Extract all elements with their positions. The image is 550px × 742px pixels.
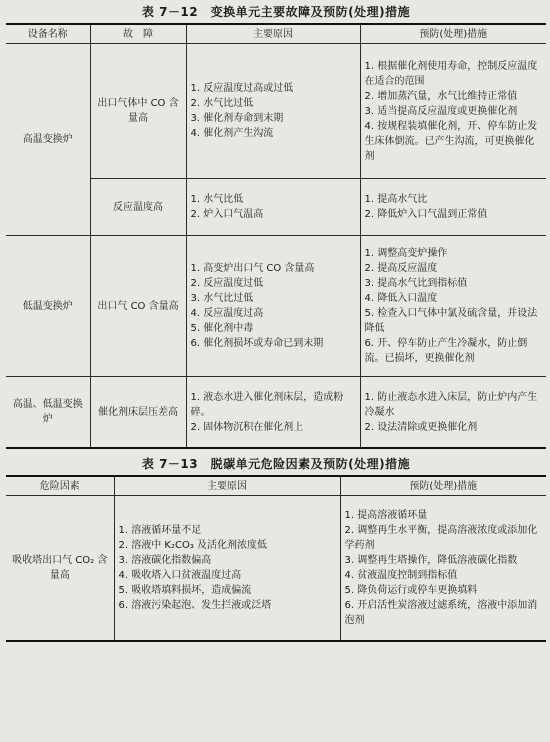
header-equipment: 设备名称: [6, 24, 90, 44]
list-item: 5. 吸收塔填料损坏，造成偏流: [118, 585, 252, 596]
table-row: [6, 377, 546, 449]
list-item: 4. 贫液温度控制到指标值: [344, 570, 458, 581]
list-item: 1. 防止液态水进入床层，防止炉内产生冷凝水: [364, 391, 538, 418]
measure-cell: [360, 377, 546, 449]
table2-decarbonization-hazards: [6, 475, 546, 642]
list-item: 1. 水气比低: [190, 194, 244, 205]
list-item: 1. 溶液循环量不足: [118, 525, 202, 536]
fault-cell: 出口气 CO 含量高: [90, 236, 186, 377]
list-item: 2. 提高反应温度: [364, 263, 438, 274]
header-measure: 预防(处理)措施: [340, 476, 546, 496]
measure-cell: [340, 496, 546, 642]
equipment-cell: 低温变换炉: [6, 236, 90, 377]
list-item: 4. 降低入口温度: [364, 293, 438, 304]
list-item: 4. 反应温度过高: [190, 308, 264, 319]
fault-cell: 反应温度高: [90, 179, 186, 236]
fault-cell: 出口气体中 CO 含量高: [90, 44, 186, 179]
header-fault: 故 障: [90, 24, 186, 44]
header-cause: 主要原因: [114, 476, 340, 496]
list-item: 1. 反应温度过高或过低: [190, 83, 294, 94]
list-item: 1. 根据催化剂使用寿命，控制反应温度在适合的范围: [364, 60, 538, 87]
cause-cell: [186, 44, 360, 179]
cause-cell: [186, 377, 360, 449]
equipment-cell: 高温变换炉: [6, 44, 90, 236]
list-item: 1. 液态水进入催化剂床层，造成粉碎。: [190, 391, 344, 418]
list-item: 3. 调整再生塔操作，降低溶液碳化指数: [344, 555, 518, 566]
list-item: 1. 调整高变炉操作: [364, 248, 448, 259]
list-item: 6. 开启活性炭溶液过滤系统，溶液中添加消泡剂: [344, 600, 538, 626]
list-item: 2. 调整再生水平衡，提高溶液浓度或添加化学药剂: [344, 525, 538, 551]
list-item: 6. 溶液污染起泡、发生拦液或泛塔: [118, 600, 272, 611]
measure-cell: [360, 44, 546, 179]
list-item: 4. 催化剂产生沟流: [190, 128, 274, 139]
list-item: 1. 提高溶液循环量: [344, 510, 428, 521]
list-item: 4. 按规程装填催化剂，开、停车防止发生床体倒流。已产生沟流，可更换催化剂: [364, 120, 538, 162]
page: [0, 3, 550, 742]
cause-cell: [186, 236, 360, 377]
cause-cell: [114, 496, 340, 642]
table-row: [6, 496, 546, 642]
list-item: 1. 提高水气比: [364, 194, 428, 205]
table1-shift-unit-faults: [6, 23, 546, 449]
list-item: 2. 增加蒸汽量，水气比维持正常值: [364, 90, 518, 102]
list-item: 4. 吸收塔入口贫液温度过高: [118, 570, 242, 581]
list-item: 5. 检查入口气体中氯及硫含量，并设法降低: [364, 308, 538, 334]
list-item: 2. 固体物沉积在催化剂上: [190, 421, 304, 433]
list-item: 2. 炉入口气温高: [190, 209, 264, 220]
table-row: [6, 44, 546, 179]
list-item: 6. 开、停车防止产生冷凝水，防止倒流。已损坏，更换催化剂: [364, 338, 528, 364]
list-item: 2. 设法清除或更换催化剂: [364, 421, 478, 433]
table-row: [6, 236, 546, 377]
table2-title: 表 7－13 脱碳单元危险因素及预防(处理)措施: [141, 457, 411, 471]
list-item: 1. 高变炉出口气 CO 含量高: [190, 263, 315, 274]
cause-cell: [186, 179, 360, 236]
measure-cell: [360, 179, 546, 236]
list-item: 3. 催化剂寿命到末期: [190, 113, 284, 124]
list-item: 5. 降负荷运行或停车更换填料: [344, 585, 478, 596]
list-item: 2. 反应温度过低: [190, 278, 264, 289]
list-item: 6. 催化剂损坏或寿命已到末期: [190, 338, 324, 349]
list-item: 2. 溶液中 K₂CO₃ 及活化剂浓度低: [118, 540, 268, 551]
table1-header-row: [6, 24, 546, 44]
table2-header-row: [6, 476, 546, 496]
list-item: 3. 适当提高反应温度或更换催化剂: [364, 105, 518, 117]
list-item: 2. 水气比过低: [190, 98, 254, 109]
list-item: 5. 催化剂中毒: [190, 323, 254, 334]
list-item: 3. 提高水气比到指标值: [364, 278, 468, 289]
table1-title: 表 7－12 变换单元主要故障及预防(处理)措施: [141, 5, 411, 19]
list-item: 3. 溶液碳化指数偏高: [118, 555, 212, 566]
fault-cell: 催化剂床层压差高: [90, 377, 186, 449]
measure-cell: [360, 236, 546, 377]
equipment-cell: 高温、低温变换炉: [6, 377, 90, 449]
header-measure: 预防(处理)措施: [360, 24, 546, 44]
list-item: 2. 降低炉入口气温到正常值: [364, 209, 488, 220]
hazard-cell: 吸收塔出口气 CO₂ 含量高: [6, 496, 114, 642]
header-cause: 主要原因: [186, 24, 360, 44]
list-item: 3. 水气比过低: [190, 293, 254, 304]
header-hazard: 危险因素: [6, 476, 114, 496]
